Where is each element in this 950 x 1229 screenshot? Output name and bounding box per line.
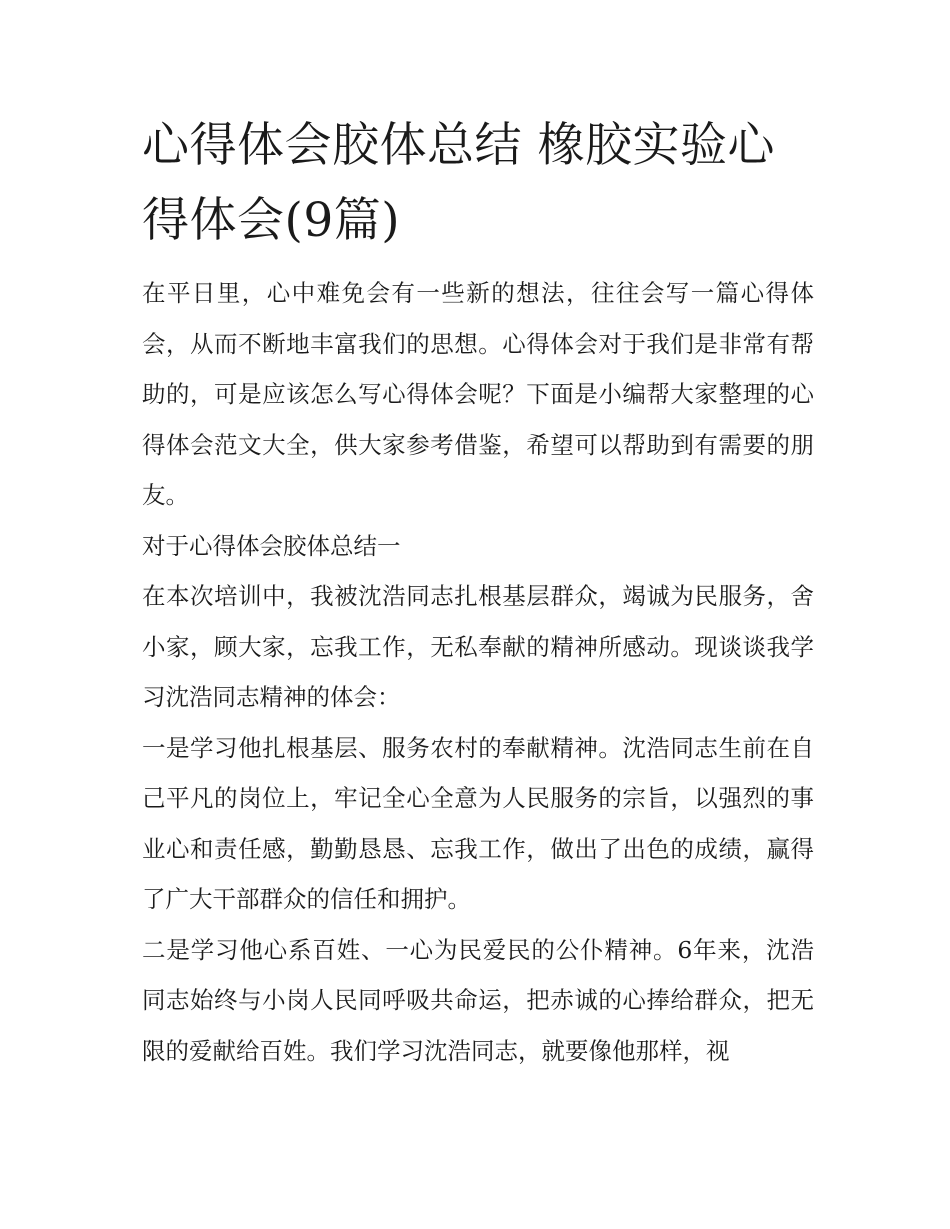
document-title: 心得体会胶体总结 橡胶实验心得体会(9篇) [142,118,775,248]
body-paragraph: 二是学习他心系百姓、一心为民爱民的公仆精神。6年来，沈浩同志始终与小岗人民同呼吸共命运，把赤诚的心捧给群众，把无限的爱献给百姓。我们学习沈浩同志，就要像他那样，视 [142,935,814,1065]
intro-paragraph: 在平日里，心中难免会有一些新的想法，往往会写一篇心得体会，从而不断地丰富我们的思想。心得体会对于我们是非常有帮助的，可是应该怎么写心得体会呢？下面是小编帮大家整理的心得体会范文大全，供大家参考借鉴，希望可以帮助到有需要的朋友。 [142,279,814,509]
document-page [142,108,814,1076]
body-paragraph: 在本次培训中，我被沈浩同志扎根基层群众，竭诚为民服务，舍小家，顾大家，忘我工作，无私奉献的精神所感动。现谈谈我学习沈浩同志精神的体会： [142,582,814,711]
body-paragraph: 一是学习他扎根基层、服务农村的奉献精神。沈浩同志生前在自己平凡的岗位上，牢记全心全意为人民服务的宗旨，以强烈的事业心和责任感，勤勤恳恳、忘我工作，做出了出色的成绩，赢得了广大干部群众的信任和拥护。 [142,733,814,913]
section-heading: 对于心得体会胶体总结一 [142,531,401,560]
